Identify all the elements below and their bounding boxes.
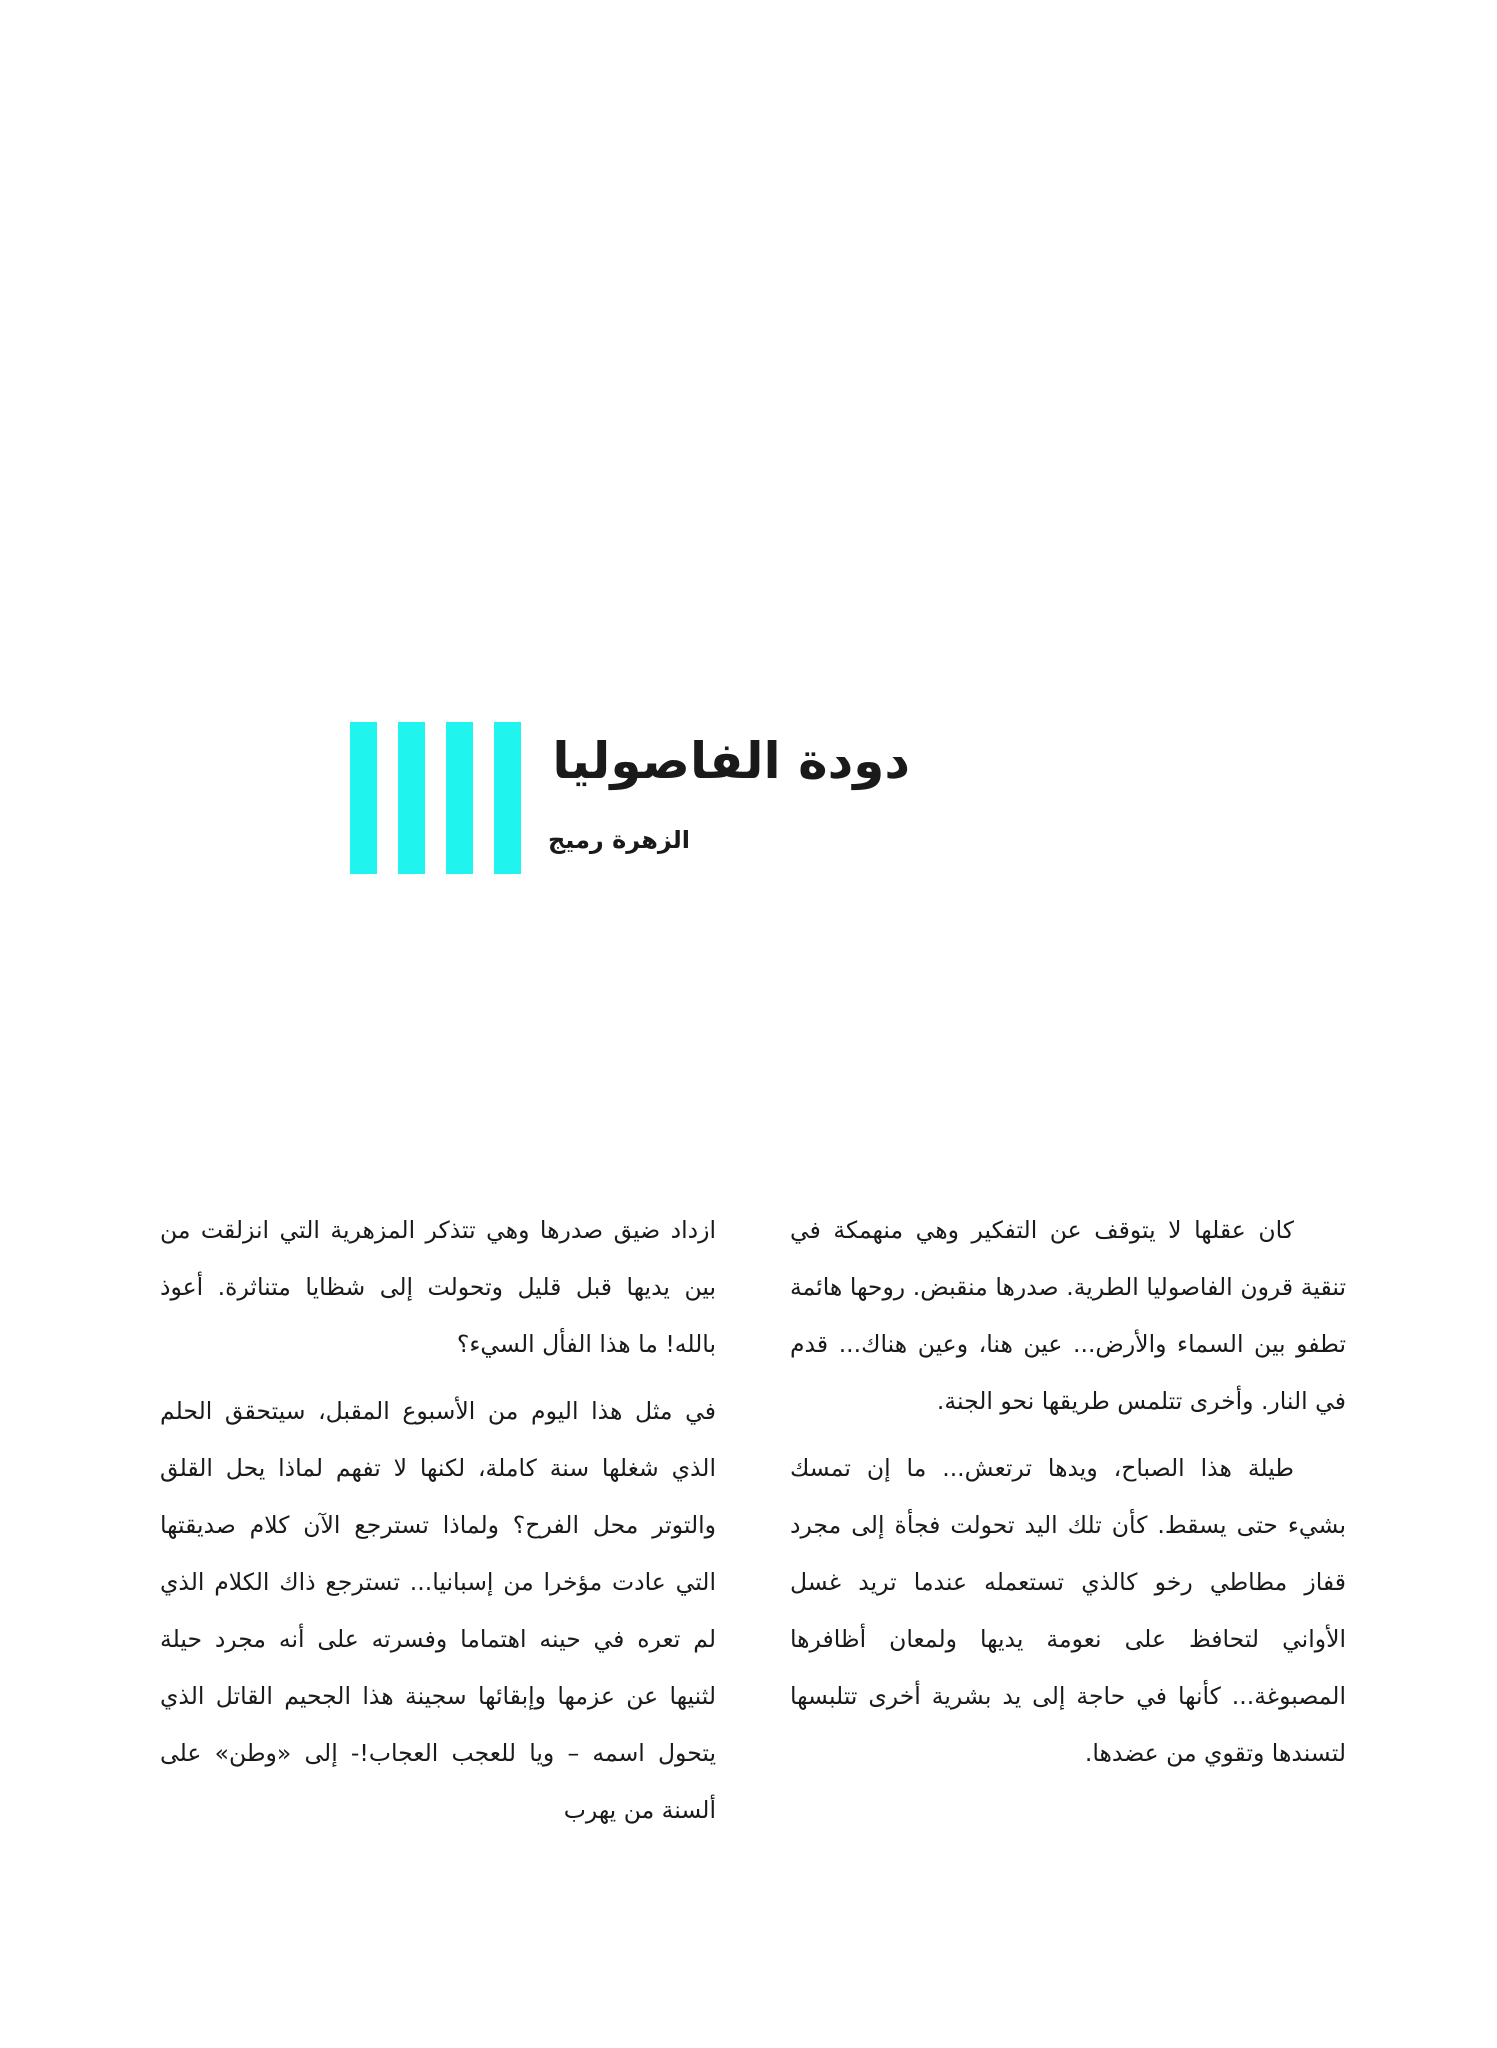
paragraph: ازداد ضيق صدرها وهي تتذكر المزهرية التي انزلقت من بين يديها قبل قليل وتحولت إلى شظايا متناثرة. أعوذ بالله! ما هذا الفأل السيء؟ [160, 1216, 716, 1358]
article-author: الزهرة رميج [547, 826, 690, 854]
body-column-left [160, 1202, 716, 1849]
accent-bar [350, 722, 377, 874]
paragraph: طيلة هذا الصباح، ويدها ترتعش... ما إن تمسك بشيء حتى يسقط. كأن تلك اليد تحولت فجأة إلى مجرد قفاز مطاطي رخو كالذي تستعمله عندما تريد غسل الأواني لتحافظ على نعومة يديها ولمعان أظافرها المصبوغة... كأنها في حاجة إلى يد بشرية أخرى تتلبسها لتسندها وتقوي من عضدها. [790, 1454, 1346, 1767]
body-column-right [790, 1202, 1346, 1792]
accent-bar [494, 722, 521, 874]
title-block [350, 722, 910, 874]
accent-bar [446, 722, 473, 874]
article-title: دودة الفاصوليا [552, 732, 910, 790]
accent-bars [350, 722, 520, 874]
paragraph: في مثل هذا اليوم من الأسبوع المقبل، سيتحقق الحلم الذي شغلها سنة كاملة، لكنها لا تفهم لماذا يحل القلق والتوتر محل الفرح؟ ولماذا تسترجع الآن كلام صديقتها التي عادت مؤخرا من إسبانيا... تسترجع ذاك الكلام الذي لم تعره في حينه اهتماما وفسرته على أنه مجرد حيلة لثنيها عن عزمها وإبقائها سجينة هذا الجحيم القاتل الذي يتحول اسمه – ويا للعجب العجاب!- إلى «وطن» على ألسنة من يهرب [160, 1397, 716, 1824]
accent-bar [398, 722, 425, 874]
paragraph: كان عقلها لا يتوقف عن التفكير وهي منهمكة في تنقية قرون الفاصوليا الطرية. صدرها منقبض. روحها هائمة تطفو بين السماء والأرض... عين هنا، وعين هناك... قدم في النار. وأخرى تتلمس طريقها نحو الجنة. [790, 1216, 1346, 1415]
